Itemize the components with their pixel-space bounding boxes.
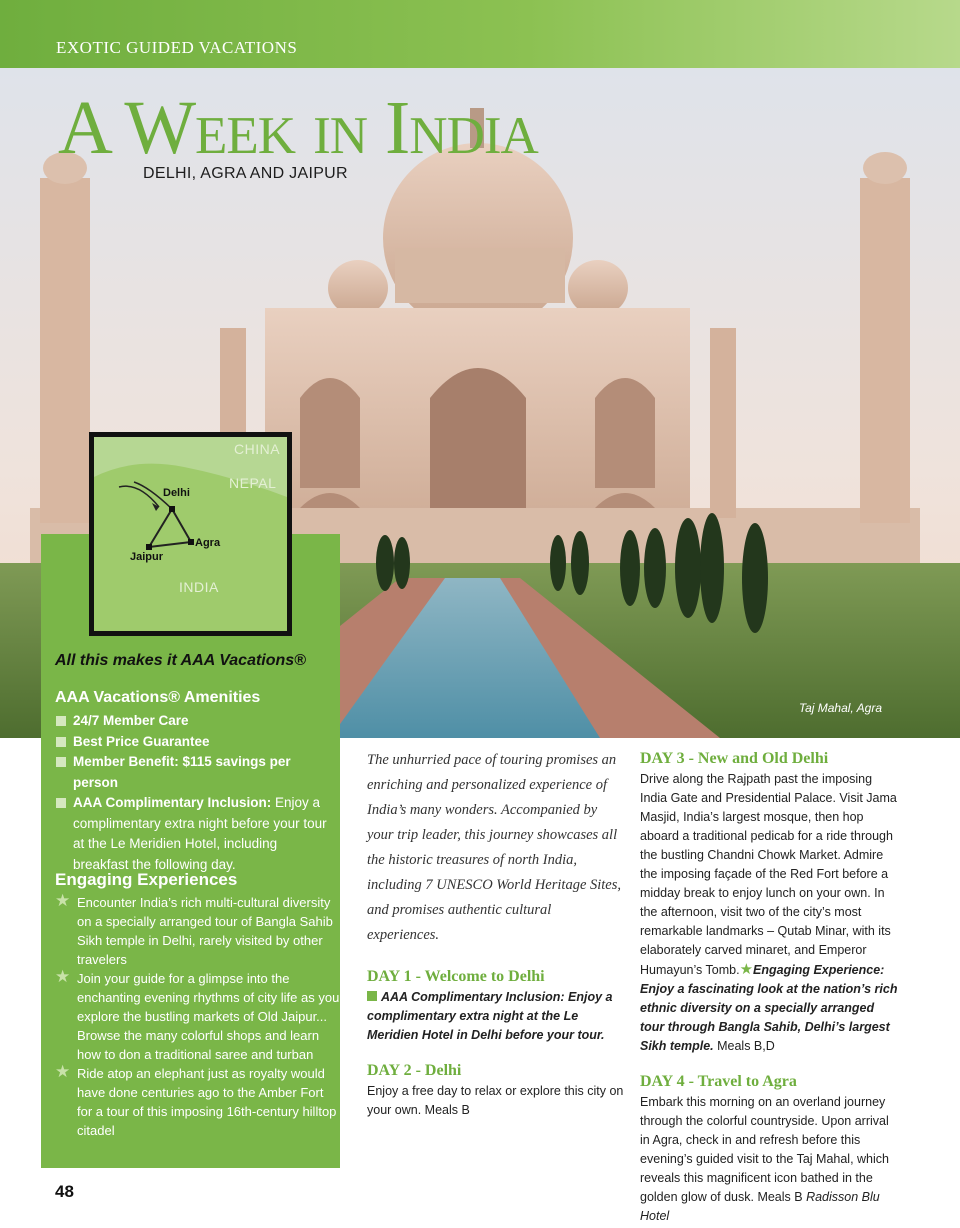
star-icon: ★	[55, 967, 71, 986]
page-number: 48	[55, 1182, 74, 1201]
day3-highlight: Engaging Experience: Enjoy a fascinating look at the nation’s rich ethnic diversity on a specially arranged tour through Bangla Sahib, Delhi’s largest Sikh temple.	[640, 963, 898, 1053]
day2-heading: DAY 2 - Delhi	[367, 1062, 462, 1079]
experiences-heading: Engaging Experiences	[55, 870, 238, 889]
star-icon: ★	[739, 961, 754, 978]
map-label-china: CHINA	[234, 441, 281, 457]
map-city-agra: Agra	[195, 537, 221, 549]
amenity-bold: 24/7 Member Care	[73, 713, 189, 728]
day4-body-text: Embark this morning on an overland journey through the colorful countryside. Upon arrival in Agra, check in and refresh before this evening’s guided visit to the Taj Mahal, which reveals this magnificent icon bathed in the golden glow of dusk. Meals B	[640, 1095, 889, 1204]
route-map-graphic	[94, 437, 287, 631]
bullet-square-icon	[56, 798, 66, 808]
day3-body-text: Drive along the Rajpath past the imposing India Gate and Presidential Palace. Visit Jama Masjid, India’s largest mosque, then hop aboard a traditional pedicab for a ride through the bustling Chandni Chowk Market. Admire the imposing façade of the Red Fort before a midday break to enjoy lunch on your own. In the afternoon, visit two of the city’s most remarkable landmarks – Qutab Minar, with its elaborately carved minaret, and Emperor Humayun’s Tomb.	[640, 772, 897, 977]
day3-body	[640, 770, 900, 1056]
star-icon: ★	[55, 891, 71, 910]
experience-item	[55, 969, 340, 1064]
amenity-item	[55, 711, 335, 732]
amenity-item	[55, 732, 335, 753]
experience-text: Join your guide for a glimpse into the enchanting evening rhythms of city life as you explore the bustling markets of Old Jaipur... Browse the many colorful shops and learn how to don a traditional saree and turban	[77, 971, 340, 1062]
amenity-bold: Member Benefit: $115 savings per person	[73, 754, 291, 790]
day1-heading: DAY 1 - Welcome to Delhi	[367, 968, 545, 985]
amenities-list	[55, 711, 335, 875]
amenity-bold: Best Price Guarantee	[73, 733, 210, 749]
amenity-item	[55, 793, 335, 875]
page-title: A Week in India	[58, 86, 538, 170]
map-city-delhi: Delhi	[163, 487, 190, 499]
amenity-bold: AAA Complimentary Inclusion:	[73, 795, 272, 810]
section-tag: EXOTIC GUIDED VACATIONS	[56, 38, 298, 57]
experience-item	[55, 1064, 340, 1140]
map-label-nepal: NEPAL	[229, 475, 277, 491]
experience-text: Ride atop an elephant just as royalty would have done centuries ago to the Amber Fort for a tour of this imposing 16th-century hilltop citadel	[77, 1066, 337, 1138]
experience-item	[55, 893, 340, 969]
intro-paragraph: The unhurried pace of touring promises an enriching and personalized experience of India’s many wonders. Accompanied by your trip leader, this journey showcases all the historic treasures of north India, including 7 UNESCO World Heritage Sites, and promises authentic cultural experiences.	[367, 752, 622, 943]
day4-hotel: Radisson Blu Hotel	[640, 1190, 880, 1223]
day4-body	[640, 1093, 900, 1226]
star-icon: ★	[55, 1062, 71, 1081]
bullet-square-icon	[56, 757, 66, 767]
amenity-text: Enjoy a complimentary extra night before your tour at the Le Meridien Hotel, including breakfast the following day.	[73, 795, 327, 872]
map-label-india: INDIA	[179, 579, 219, 595]
day3-heading: DAY 3 - New and Old Delhi	[640, 750, 829, 767]
bullet-square-icon	[56, 716, 66, 726]
bullet-square-icon	[56, 737, 66, 747]
experiences-list	[55, 893, 340, 1140]
bullet-square-icon	[367, 991, 377, 1001]
day2-body: Enjoy a free day to relax or explore this city on your own. Meals B	[367, 1084, 624, 1117]
day4-heading: DAY 4 - Travel to Agra	[640, 1073, 797, 1090]
photo-caption: Taj Mahal, Agra	[798, 701, 882, 715]
day1-body	[367, 988, 625, 1045]
amenities-heading: AAA Vacations® Amenities	[55, 689, 261, 706]
itinerary-column-2	[640, 750, 900, 1226]
amenity-item	[55, 752, 335, 793]
itinerary-column-1	[367, 748, 625, 1120]
page-subtitle: DELHI, AGRA AND JAIPUR	[143, 165, 348, 182]
day1-body-text: AAA Complimentary Inclusion: Enjoy a complimentary extra night at the Le Meridien Hotel in Delhi before your tour.	[367, 990, 613, 1042]
route-map	[89, 432, 292, 636]
sidebar-heading: All this makes it AAA Vacations®	[55, 652, 306, 669]
experience-text: Encounter India’s rich multi-cultural diversity on a specially arranged tour of Bangla Sahib Sikh temple in Delhi, rarely visited by other travelers	[77, 895, 333, 967]
map-city-jaipur: Jaipur	[130, 551, 164, 563]
day3-meals: Meals B,D	[713, 1039, 775, 1053]
